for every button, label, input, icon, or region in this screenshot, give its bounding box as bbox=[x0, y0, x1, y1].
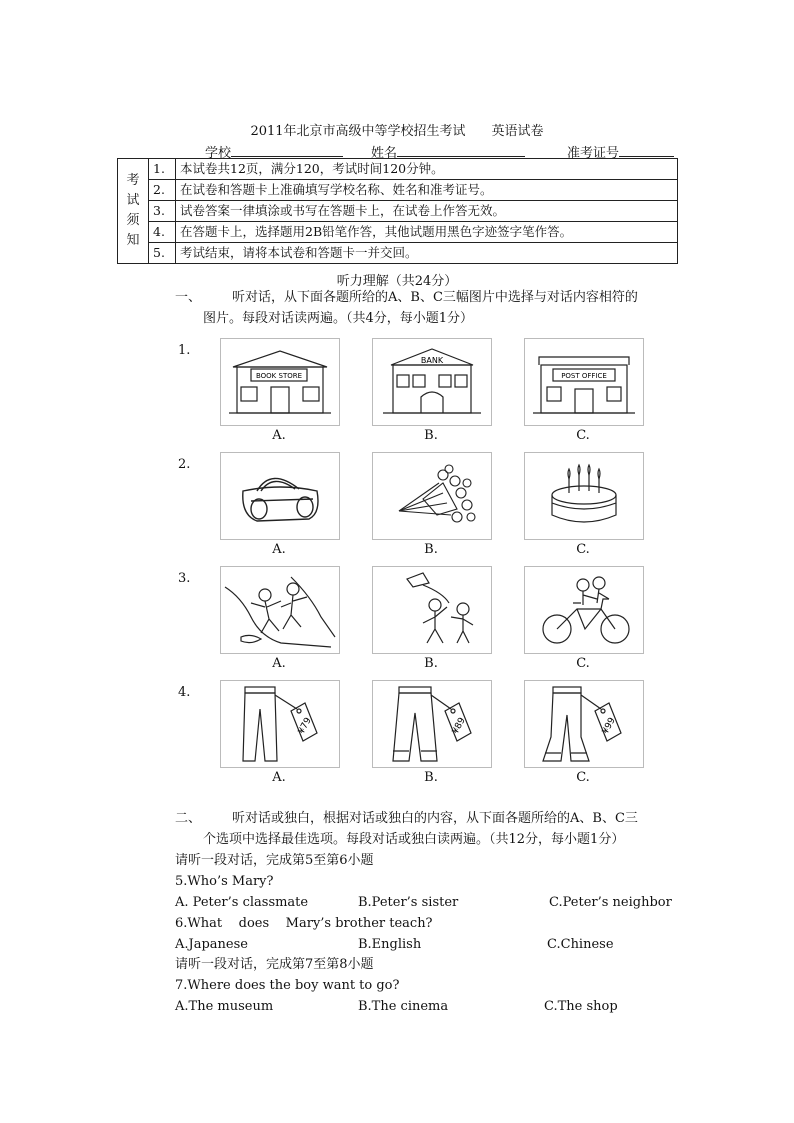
trousers-icon bbox=[373, 681, 491, 767]
part1-instruction-line2: 图片。每段对话读两遍。（共4分，每小题1分） bbox=[203, 311, 474, 326]
option-picture[interactable] bbox=[220, 338, 340, 426]
question-number: 2. bbox=[178, 457, 191, 472]
part1-number: 一、 bbox=[175, 290, 202, 305]
question-stem: 5.Who’s Mary? bbox=[175, 874, 274, 889]
option-label: C. bbox=[576, 428, 590, 443]
option-label: B. bbox=[424, 542, 438, 557]
notice-item: 试卷答案一律填涂或书写在答题卡上，在试卷上作答无效。 bbox=[176, 201, 678, 222]
svg-text:BOOK STORE: BOOK STORE bbox=[255, 372, 303, 380]
post-office-icon bbox=[525, 339, 643, 425]
svg-text:¥79: ¥79 bbox=[296, 716, 314, 736]
option-picture[interactable] bbox=[220, 566, 340, 654]
book-store-icon bbox=[221, 339, 339, 425]
option-label: A. bbox=[272, 656, 286, 671]
option-picture[interactable] bbox=[372, 338, 492, 426]
answer-option-a[interactable]: A.Japanese bbox=[175, 937, 248, 952]
climbing-icon bbox=[221, 567, 339, 653]
answer-option-b[interactable]: B.Peter’s sister bbox=[358, 895, 459, 910]
answer-option-b[interactable]: B.English bbox=[358, 937, 422, 952]
bicycle-icon bbox=[525, 567, 643, 653]
section-title: 听力理解（共24分） bbox=[336, 274, 458, 289]
option-label: A. bbox=[272, 770, 286, 785]
option-label: C. bbox=[576, 542, 590, 557]
answer-option-a[interactable]: A. Peter’s classmate bbox=[175, 895, 309, 910]
option-picture[interactable] bbox=[220, 452, 340, 540]
option-picture[interactable] bbox=[524, 680, 644, 768]
question-stem: 7.Where does the boy want to go? bbox=[175, 978, 400, 993]
part2-instruction-line2: 个选项中选择最佳选项。每段对话或独白读两遍。（共12分，每小题1分） bbox=[203, 832, 625, 847]
notice-table bbox=[117, 158, 678, 264]
school-label: 学校 bbox=[205, 146, 232, 161]
part1-instruction-line1: 听对话，从下面各题所给的A、B、C三幅图片中选择与对话内容相符的 bbox=[232, 290, 638, 305]
bag-icon bbox=[221, 453, 339, 539]
flared-pants-icon bbox=[525, 681, 643, 767]
svg-text:¥89: ¥89 bbox=[450, 716, 468, 736]
svg-text:BANK: BANK bbox=[420, 356, 444, 365]
exam-id-label: 准考证号 bbox=[567, 146, 620, 161]
option-label: A. bbox=[272, 542, 286, 557]
option-picture[interactable] bbox=[372, 452, 492, 540]
notice-num: 3. bbox=[149, 201, 176, 222]
dialogue-intro: 请听一段对话，完成第7至第8小题 bbox=[175, 957, 374, 972]
answer-option-c[interactable]: C.Chinese bbox=[547, 937, 614, 952]
part2-number: 二、 bbox=[175, 811, 202, 826]
bank-icon bbox=[373, 339, 491, 425]
question-number: 1. bbox=[178, 343, 191, 358]
option-label: B. bbox=[424, 770, 438, 785]
answer-option-b[interactable]: B.The cinema bbox=[358, 999, 449, 1014]
answer-option-c[interactable]: C.The shop bbox=[544, 999, 618, 1014]
option-label: C. bbox=[576, 770, 590, 785]
flowers-icon bbox=[373, 453, 491, 539]
option-picture[interactable] bbox=[220, 680, 340, 768]
option-picture[interactable] bbox=[372, 680, 492, 768]
dialogue-intro: 请听一段对话，完成第5至第6小题 bbox=[175, 853, 374, 868]
option-picture[interactable] bbox=[524, 338, 644, 426]
question-number: 4. bbox=[178, 685, 191, 700]
question-stem: 6.What does Mary’s brother teach? bbox=[175, 916, 433, 931]
notice-label: 考 试 须 知 bbox=[118, 159, 149, 264]
notice-item: 在答题卡上，选择题用2B铅笔作答，其他试题用黑色字迹签字笔作答。 bbox=[176, 222, 678, 243]
question-number: 3. bbox=[178, 571, 191, 586]
kite-icon bbox=[373, 567, 491, 653]
option-picture[interactable] bbox=[524, 566, 644, 654]
notice-num: 2. bbox=[149, 180, 176, 201]
answer-option-a[interactable]: A.The museum bbox=[175, 999, 274, 1014]
answer-option-c[interactable]: C.Peter’s neighbor bbox=[549, 895, 672, 910]
cake-icon bbox=[525, 453, 643, 539]
option-label: B. bbox=[424, 656, 438, 671]
notice-num: 5. bbox=[149, 243, 176, 264]
option-label: B. bbox=[424, 428, 438, 443]
jeans-icon bbox=[221, 681, 339, 767]
notice-num: 1. bbox=[149, 159, 176, 180]
option-picture[interactable] bbox=[524, 452, 644, 540]
notice-num: 4. bbox=[149, 222, 176, 243]
option-picture[interactable] bbox=[372, 566, 492, 654]
option-label: C. bbox=[576, 656, 590, 671]
exam-subject: 英语试卷 bbox=[491, 124, 544, 139]
exam-title bbox=[0, 120, 794, 139]
notice-item: 考试结束，请将本试卷和答题卡一并交回。 bbox=[176, 243, 678, 264]
part2-instruction-line1: 听对话或独白，根据对话或独白的内容，从下面各题所给的A、B、C三 bbox=[232, 811, 638, 826]
option-label: A. bbox=[272, 428, 286, 443]
notice-item: 在试卷和答题卡上准确填写学校名称、姓名和准考证号。 bbox=[176, 180, 678, 201]
svg-text:POST OFFICE: POST OFFICE bbox=[561, 372, 607, 380]
name-label: 姓名 bbox=[371, 146, 398, 161]
notice-item: 本试卷共12页，满分120，考试时间120分钟。 bbox=[176, 159, 678, 180]
svg-text:¥99: ¥99 bbox=[600, 716, 618, 736]
exam-title-text: 2011年北京市高级中等学校招生考试 bbox=[250, 124, 466, 139]
